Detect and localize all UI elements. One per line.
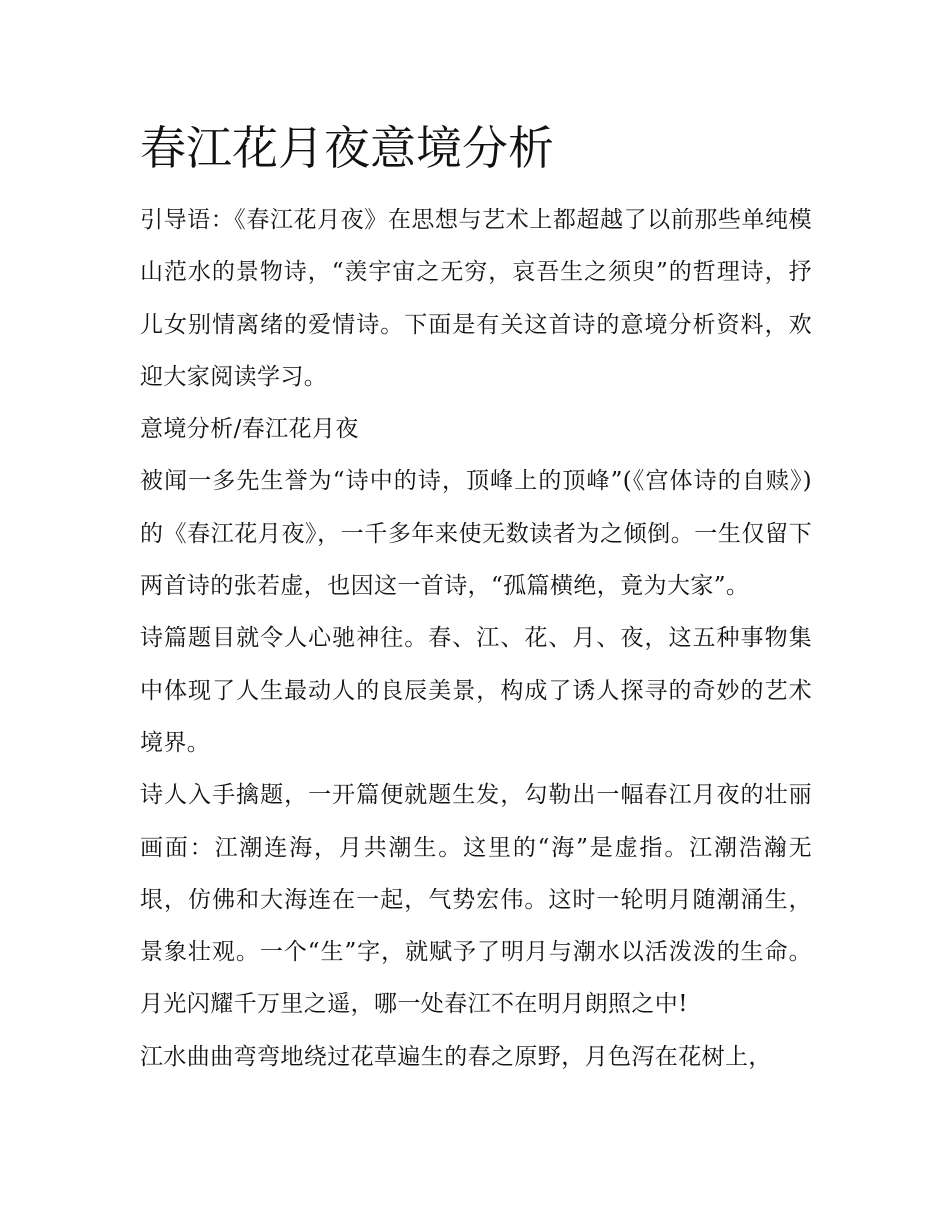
paragraph-river-flow: 江水曲曲弯弯地绕过花草遍生的春之原野，月色泻在花树上， <box>140 1043 772 1070</box>
paragraph-opening-scene: 诗人入手擒题，一开篇便就题生发，勾勒出一幅春江月夜的壮丽画面：江潮连海，月共潮生。这里的“海”是虚指。江潮浩瀚无垠，仿佛和大海连在一起，气势宏伟。这时一轮明月随潮涌生，景象壮观。一个“生”字，就赋予了明月与潮水以活泼泼的生命。月光闪耀千万里之遥，哪一处春江不在明月朗照之中! <box>140 782 812 1018</box>
paragraph-section-heading: 意境分析/春江花月夜 <box>140 416 359 443</box>
paragraph-intro: 引导语：《春江花月夜》在思想与艺术上都超越了以前那些单纯模山范水的景物诗，“羡宇宙之无穷，哀吾生之须臾”的哲理诗，抒儿女别情离绪的爱情诗。下面是有关这首诗的意境分析资料，欢迎大家阅读学习。 <box>140 207 812 390</box>
document-title: 春江花月夜意境分析 <box>140 121 554 175</box>
paragraph-praise: 被闻一多先生誉为“诗中的诗，顶峰上的顶峰”(《宫体诗的自赎》)的《春江花月夜》，一千多年来使无数读者为之倾倒。一生仅留下两首诗的张若虚，也因这一首诗，“孤篇横绝，竟为大家”。 <box>140 468 812 600</box>
document-body <box>140 194 812 1083</box>
paragraph-title-meaning: 诗篇题目就令人心驰神往。春、江、花、月、夜，这五种事物集中体现了人生最动人的良辰美景，构成了诱人探寻的奇妙的艺术境界。 <box>140 625 812 756</box>
